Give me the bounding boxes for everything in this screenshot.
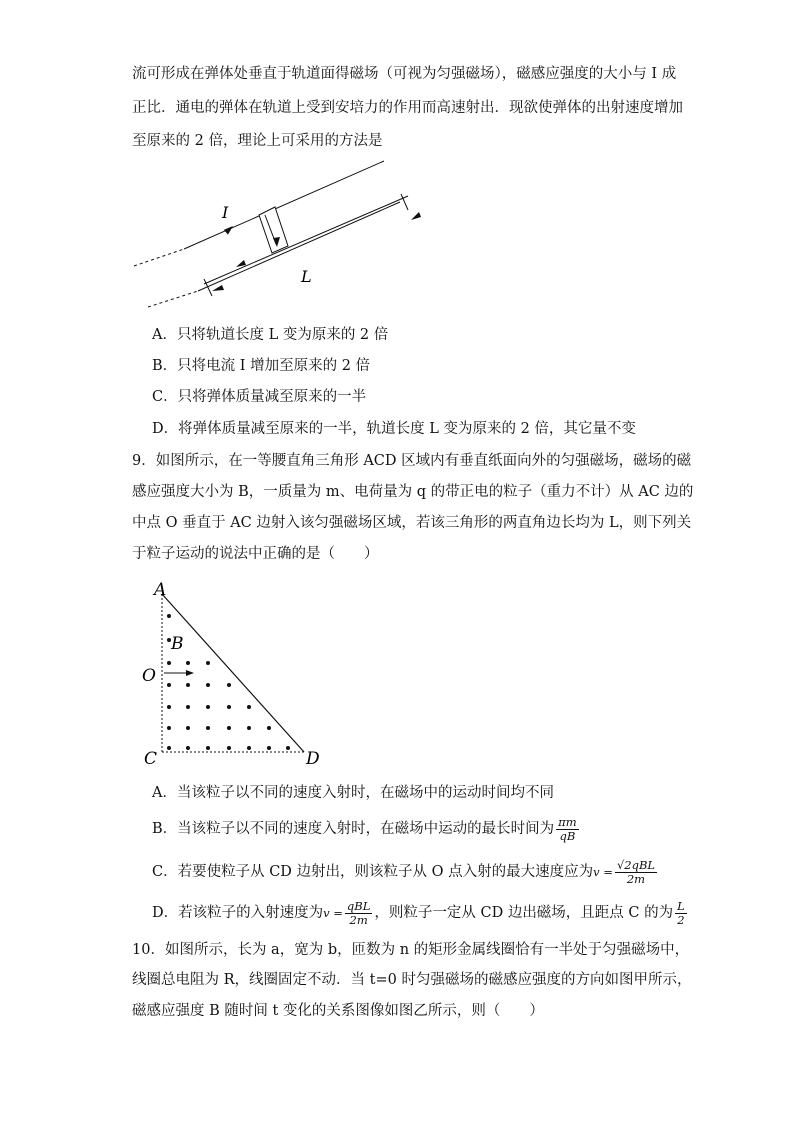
- field-dot: [227, 705, 231, 709]
- field-dot: [206, 726, 210, 730]
- q9-option-b-fraction: [556, 816, 578, 843]
- q10-stem-line2: 线圈总电阻为 R，线圈固定不动．当 t=0 时匀强磁场的磁感应强度的方向如图甲所示，: [132, 972, 692, 988]
- vertex-c-label: C: [144, 749, 158, 769]
- upper-rail-dashed: [134, 249, 184, 266]
- field-dot: [247, 746, 251, 750]
- q9-option-b-denominator: qB: [559, 828, 576, 843]
- q9-option-c-numerator: √2qBL: [616, 857, 656, 872]
- field-dot: [167, 614, 171, 618]
- point-o-label: O: [142, 666, 156, 686]
- vertex-d-label: D: [306, 749, 320, 769]
- q9-option-d-v: v =: [323, 906, 343, 920]
- rail-gun-figure: [120, 150, 430, 315]
- q8-option-c: C．只将弹体质量减至原来的一半: [152, 389, 367, 405]
- velocity-arrow-head: [186, 670, 194, 676]
- projectile: [259, 207, 288, 253]
- q9-option-d-fraction: [345, 900, 372, 927]
- field-dot: [186, 683, 190, 687]
- field-dot: [206, 661, 210, 665]
- q10-stem-line3: 磁感应强度 B 随时间 t 变化的关系图像如图乙所示，则（ ）: [132, 1003, 544, 1019]
- field-dot: [186, 726, 190, 730]
- field-dot: [206, 746, 210, 750]
- current-label: I: [222, 203, 229, 222]
- q9-option-b-numerator: πm: [558, 814, 577, 829]
- field-dot: [267, 726, 271, 730]
- field-dot: [167, 705, 171, 709]
- length-arrow-right: [411, 212, 421, 220]
- q9-stem-line3: 中点 O 垂直于 AC 边射入该匀强磁场区域，若该三角形的两直角边长均为 L，则下列关: [132, 515, 692, 531]
- q9-option-d-numerator: qBL: [346, 898, 371, 913]
- field-dot: [167, 683, 171, 687]
- field-dot: [167, 661, 171, 665]
- q9-option-d-text1: D．若该粒子的入射速度为: [152, 905, 324, 921]
- vertex-a-label: A: [154, 580, 167, 600]
- field-dot: [186, 746, 190, 750]
- field-dot: [186, 705, 190, 709]
- field-dot: [227, 746, 231, 750]
- q9-option-d-denominator2: 2: [677, 912, 685, 927]
- q9-option-c-fraction: [615, 859, 657, 886]
- field-dot: [206, 705, 210, 709]
- q9-option-d-numerator2: L: [677, 898, 685, 913]
- q9-option-c-denominator: 2m: [626, 871, 646, 886]
- field-dot: [186, 661, 190, 665]
- length-arrow-left: [212, 285, 224, 291]
- q8-intro-line3: 至原来的 2 倍，理论上可采用的方法是: [132, 133, 383, 149]
- q9-option-c-v: v =: [593, 865, 613, 879]
- field-dot: [227, 726, 231, 730]
- field-dot: [247, 726, 251, 730]
- q9-option-a: A．当该粒子以不同的速度入射时，在磁场中的运动时间均不同: [152, 785, 554, 801]
- field-dot: [247, 705, 251, 709]
- q8-intro-line2: 正比．通电的弹体在轨道上受到安培力的作用而高速射出．现欲使弹体的出射速度增加: [132, 100, 683, 116]
- q9-option-b-text: B．当该粒子以不同的速度入射时，在磁场中运动的最长时间为: [152, 821, 555, 837]
- q9-option-c-text: C．若要使粒子从 CD 边射出，则该粒子从 O 点入射的最大速度应为: [152, 864, 594, 880]
- current-out-arrow: [236, 260, 246, 267]
- length-label: L: [301, 267, 312, 286]
- q9-option-c: [152, 857, 659, 887]
- field-dot: [167, 746, 171, 750]
- q8-intro-line1: 流可形成在弹体处垂直于轨道面得磁场（可视为匀强磁场），磁感应强度的大小与 I 成: [132, 66, 677, 82]
- q9-stem-line2: 感应强度大小为 B，一质量为 m、电荷量为 q 的带正电的粒子（重力不计）从 AC 边的: [132, 484, 694, 500]
- field-b-label: B: [171, 634, 184, 654]
- q9-option-d-fraction2: [675, 900, 687, 927]
- field-dot: [267, 746, 271, 750]
- field-dot: [286, 746, 290, 750]
- field-dot: [227, 683, 231, 687]
- q9-option-d: [152, 898, 689, 928]
- q8-option-d: D．将弹体质量减至原来的一半，轨道长度 L 变为原来的 2 倍，其它量不变: [152, 421, 636, 437]
- q9-option-d-denominator: 2m: [349, 912, 368, 927]
- q8-option-a: A．只将轨道长度 L 变为原来的 2 倍: [152, 327, 389, 343]
- q9-stem-line1: 9．如图所示，在一等腰直角三角形 ACD 区域内有垂直纸面向外的匀强磁场，磁场的磁: [132, 453, 692, 469]
- q8-option-b: B．只将电流 I 增加至原来的 2 倍: [152, 358, 371, 374]
- lower-rail-dashed: [148, 291, 198, 307]
- triangle-field-figure: [138, 576, 328, 771]
- q10-stem-line1: 10．如图所示，长为 a，宽为 b，匝数为 n 的矩形金属线圈恰有一半处于匀强磁场中，: [132, 942, 690, 958]
- q9-stem-line4: 于粒子运动的说法中正确的是（ ）: [132, 546, 379, 562]
- q9-option-d-text2: ，则粒子一定从 CD 边出磁场，且距点 C 的为: [374, 905, 674, 921]
- field-dot: [206, 683, 210, 687]
- magnetic-field-dots: [167, 614, 290, 750]
- q9-option-b: [152, 814, 581, 844]
- field-dot: [167, 726, 171, 730]
